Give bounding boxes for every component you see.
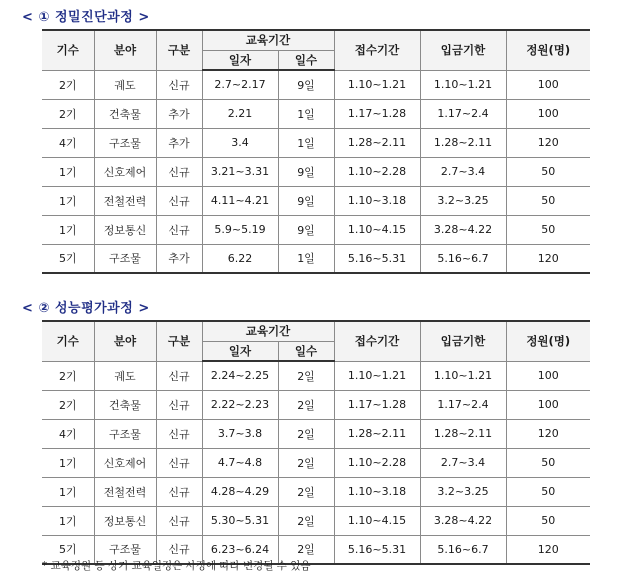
payment-cell: 3.2~3.25 [420,477,506,506]
capacity-cell: 120 [506,419,590,448]
reception-cell: 1.28~2.11 [334,128,420,157]
header-reception: 접수기간 [334,30,420,70]
reception-cell: 1.10~4.15 [334,215,420,244]
reception-cell: 5.16~5.31 [334,244,420,273]
gisu-cell: 4기 [42,419,94,448]
days-cell: 2일 [278,477,334,506]
payment-cell: 1.17~2.4 [420,99,506,128]
reception-cell: 1.10~2.28 [334,448,420,477]
header-capacity: 정원(명) [506,30,590,70]
dates-cell: 3.4 [202,128,278,157]
gisu-cell: 1기 [42,448,94,477]
field-cell: 건축물 [94,390,156,419]
capacity-cell: 50 [506,186,590,215]
gisu-cell: 1기 [42,186,94,215]
payment-cell: 3.28~4.22 [420,506,506,535]
type-cell: 신규 [156,361,202,390]
payment-cell: 3.2~3.25 [420,186,506,215]
capacity-cell: 100 [506,390,590,419]
table-row [42,128,590,157]
field-cell: 전철전력 [94,477,156,506]
reception-cell: 1.10~3.18 [334,477,420,506]
type-cell: 신규 [156,477,202,506]
header-days: 일수 [278,341,334,361]
dates-cell: 2.22~2.23 [202,390,278,419]
dates-cell: 5.9~5.19 [202,215,278,244]
table-row [42,448,590,477]
gisu-cell: 2기 [42,390,94,419]
dates-cell: 6.23~6.24 [202,535,278,564]
table-row [42,477,590,506]
field-cell: 정보통신 [94,506,156,535]
header-reception: 접수기간 [334,321,420,361]
days-cell: 2일 [278,506,334,535]
days-cell: 9일 [278,215,334,244]
type-cell: 신규 [156,506,202,535]
gisu-cell: 5기 [42,244,94,273]
payment-cell: 2.7~3.4 [420,157,506,186]
field-cell: 신호제어 [94,448,156,477]
capacity-cell: 50 [506,448,590,477]
performance-evaluation-schedule-table [42,320,590,565]
field-cell: 구조물 [94,535,156,564]
gisu-cell: 1기 [42,506,94,535]
dates-cell: 2.21 [202,99,278,128]
payment-cell: 1.10~1.21 [420,361,506,390]
payment-cell: 5.16~6.7 [420,535,506,564]
field-cell: 구조물 [94,128,156,157]
footnote: * 교육정원 등 상기 교육일정은 사정에 따라 변경될 수 있음 [42,560,311,572]
capacity-cell: 50 [506,215,590,244]
field-cell: 정보통신 [94,215,156,244]
header-gisu: 기수 [42,321,94,361]
table-row [42,361,590,390]
reception-cell: 1.10~1.21 [334,70,420,99]
gisu-cell: 2기 [42,70,94,99]
header-capacity: 정원(명) [506,321,590,361]
days-cell: 1일 [278,128,334,157]
gisu-cell: 1기 [42,477,94,506]
header-gisu: 기수 [42,30,94,70]
days-cell: 2일 [278,448,334,477]
payment-cell: 1.28~2.11 [420,128,506,157]
days-cell: 2일 [278,390,334,419]
header-field: 분야 [94,321,156,361]
table-row [42,506,590,535]
capacity-cell: 120 [506,244,590,273]
table-row [42,157,590,186]
field-cell: 건축물 [94,99,156,128]
days-cell: 1일 [278,244,334,273]
gisu-cell: 2기 [42,99,94,128]
days-cell: 2일 [278,535,334,564]
days-cell: 9일 [278,186,334,215]
gisu-cell: 2기 [42,361,94,390]
reception-cell: 1.17~1.28 [334,99,420,128]
section-title-precision-diagnosis: < ① 정밀진단과정 > [22,10,150,25]
header-dates: 일자 [202,341,278,361]
payment-cell: 1.10~1.21 [420,70,506,99]
payment-cell: 5.16~6.7 [420,244,506,273]
type-cell: 신규 [156,535,202,564]
table-row [42,186,590,215]
capacity-cell: 120 [506,535,590,564]
type-cell: 신규 [156,390,202,419]
capacity-cell: 100 [506,70,590,99]
header-type: 구분 [156,30,202,70]
dates-cell: 4.7~4.8 [202,448,278,477]
header-payment: 입금기한 [420,30,506,70]
gisu-cell: 1기 [42,215,94,244]
table-row [42,390,590,419]
capacity-cell: 100 [506,99,590,128]
field-cell: 궤도 [94,70,156,99]
days-cell: 9일 [278,157,334,186]
days-cell: 9일 [278,70,334,99]
type-cell: 추가 [156,244,202,273]
gisu-cell: 4기 [42,128,94,157]
payment-cell: 3.28~4.22 [420,215,506,244]
dates-cell: 2.7~2.17 [202,70,278,99]
dates-cell: 2.24~2.25 [202,361,278,390]
header-days: 일수 [278,50,334,70]
type-cell: 신규 [156,157,202,186]
header-dates: 일자 [202,50,278,70]
reception-cell: 1.10~3.18 [334,186,420,215]
type-cell: 신규 [156,70,202,99]
dates-cell: 4.11~4.21 [202,186,278,215]
field-cell: 구조물 [94,244,156,273]
gisu-cell: 5기 [42,535,94,564]
capacity-cell: 50 [506,506,590,535]
payment-cell: 2.7~3.4 [420,448,506,477]
capacity-cell: 100 [506,361,590,390]
type-cell: 추가 [156,99,202,128]
capacity-cell: 50 [506,157,590,186]
days-cell: 2일 [278,419,334,448]
dates-cell: 3.21~3.31 [202,157,278,186]
section-title-performance-evaluation: < ② 성능평가과정 > [22,301,150,316]
reception-cell: 1.10~4.15 [334,506,420,535]
header-period: 교육기간 [202,30,334,50]
reception-cell: 1.28~2.11 [334,419,420,448]
table-row [42,70,590,99]
reception-cell: 1.10~1.21 [334,361,420,390]
table-row [42,99,590,128]
capacity-cell: 50 [506,477,590,506]
dates-cell: 5.30~5.31 [202,506,278,535]
gisu-cell: 1기 [42,157,94,186]
table-row [42,419,590,448]
field-cell: 전철전력 [94,186,156,215]
capacity-cell: 120 [506,128,590,157]
precision-diagnosis-schedule-table [42,29,590,274]
field-cell: 신호제어 [94,157,156,186]
header-field: 분야 [94,30,156,70]
dates-cell: 4.28~4.29 [202,477,278,506]
type-cell: 신규 [156,186,202,215]
header-period: 교육기간 [202,321,334,341]
dates-cell: 3.7~3.8 [202,419,278,448]
field-cell: 궤도 [94,361,156,390]
type-cell: 추가 [156,128,202,157]
type-cell: 신규 [156,419,202,448]
payment-cell: 1.17~2.4 [420,390,506,419]
type-cell: 신규 [156,448,202,477]
table-row [42,215,590,244]
days-cell: 1일 [278,99,334,128]
reception-cell: 1.17~1.28 [334,390,420,419]
header-type: 구분 [156,321,202,361]
reception-cell: 1.10~2.28 [334,157,420,186]
field-cell: 구조물 [94,419,156,448]
header-payment: 입금기한 [420,321,506,361]
days-cell: 2일 [278,361,334,390]
payment-cell: 1.28~2.11 [420,419,506,448]
reception-cell: 5.16~5.31 [334,535,420,564]
table-row [42,244,590,273]
dates-cell: 6.22 [202,244,278,273]
type-cell: 신규 [156,215,202,244]
